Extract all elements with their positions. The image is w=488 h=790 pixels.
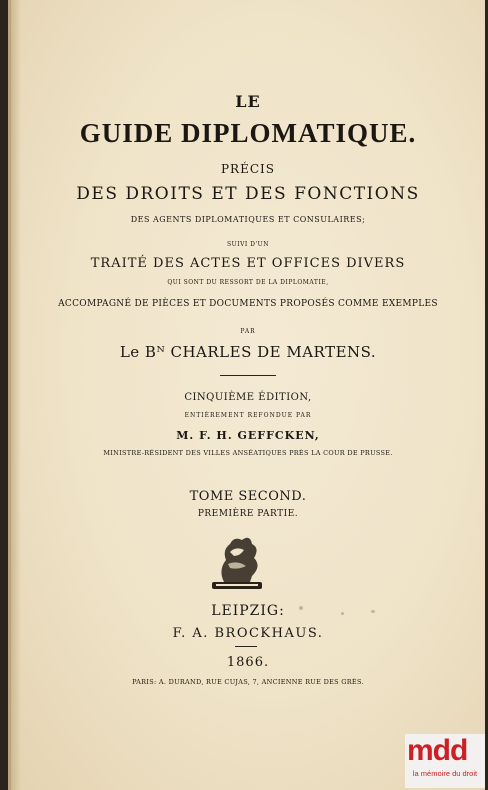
publisher-emblem-icon [204, 530, 270, 592]
publication-year: 1866. [226, 655, 270, 670]
paris-distributor: PARIS: A. DURAND, RUE CUJAS, 7, ANCIENNE RUE DES GRÈS. [132, 678, 364, 686]
text-suivi: SUIVI D'UN [227, 241, 269, 248]
volume-partie: PREMIÈRE PARTIE. [197, 509, 299, 519]
publisher-name: F. A. BROCKHAUS. [172, 626, 324, 641]
title-article: LE [235, 92, 261, 111]
subtitle-agents: DES AGENTS DIPLOMATIQUES ET CONSULAIRES; [130, 215, 366, 224]
text-accompagne: ACCOMPAGNÉ DE PIÈCES ET DOCUMENTS PROPOSÉS COMME EXEMPLES [58, 299, 438, 309]
divider-short [235, 646, 257, 647]
paper-spot [341, 612, 344, 615]
editor-name: M. F. H. GEFFCKEN, [176, 429, 320, 442]
divider-rule [220, 375, 276, 376]
text-refondue: ENTIÈREMENT REFONDUE PAR [184, 412, 312, 419]
subtitle-droits: DES DROITS ET DES FONCTIONS [76, 184, 420, 204]
publication-city: LEIPZIG: [211, 603, 285, 619]
volume-tome: TOME SECOND. [189, 489, 307, 504]
mdd-watermark-logo [405, 734, 485, 788]
editor-title: MINISTRE-RÉSIDENT DES VILLES ANSÉATIQUES PRÈS LA COUR DE PRUSSE. [103, 449, 393, 457]
text-par: PAR [240, 328, 256, 335]
paper-spot [299, 606, 303, 610]
text-ressort: QUI SONT DU RESSORT DE LA DIPLOMATIE, [167, 279, 329, 286]
subtitle-traite: TRAITÉ DES ACTES ET OFFICES DIVERS [90, 256, 406, 271]
paper-spot [371, 610, 375, 613]
subtitle-precis: PRÉCIS [220, 162, 275, 176]
book-title: GUIDE DIPLOMATIQUE. [79, 118, 417, 148]
mdd-tagline: la mémoire du droit [412, 769, 478, 778]
author-name: Le Bᴺ CHARLES DE MARTENS. [119, 343, 377, 361]
mdd-logo-text: mdd [407, 734, 468, 767]
book-page [8, 0, 485, 790]
edition-text: CINQUIÈME ÉDITION, [184, 392, 312, 403]
